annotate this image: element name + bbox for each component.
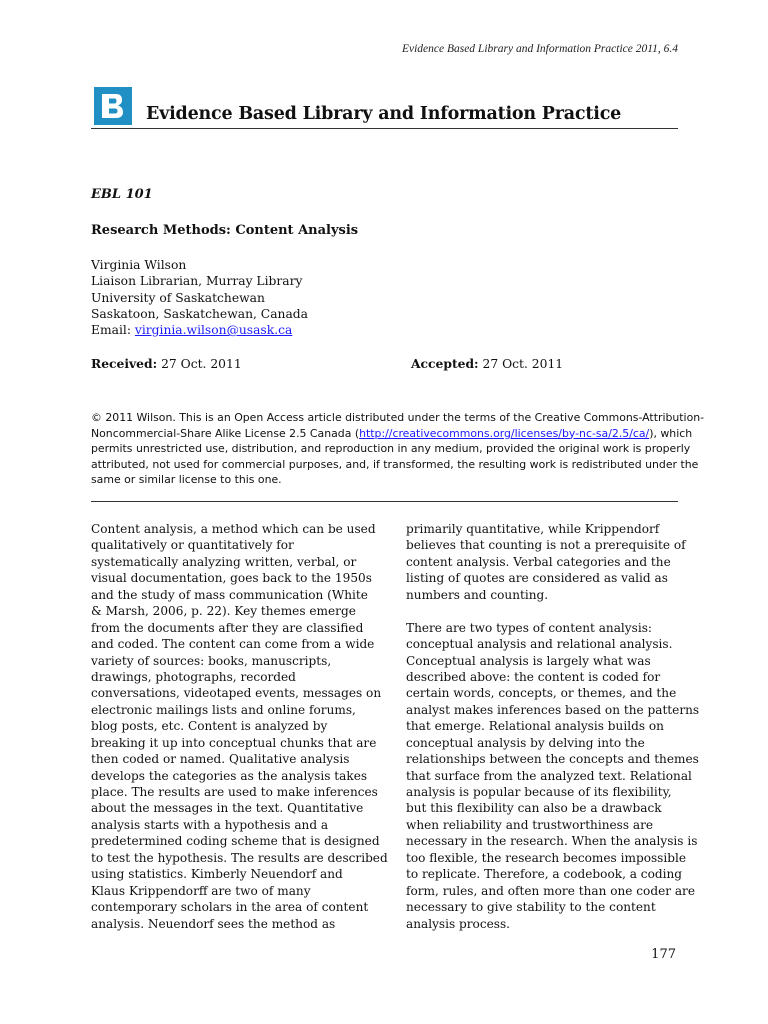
- body-line: and coded. The content can come from a wide: [91, 637, 375, 652]
- license-rule: [91, 501, 678, 502]
- body-line: There are two types of content analysis:: [406, 620, 652, 635]
- author-name: Virginia Wilson: [91, 258, 187, 272]
- journal-logo-icon: [94, 87, 132, 125]
- body-line: listing of quotes are considered as valid as: [406, 571, 668, 586]
- body-line: that surface from the analyzed text. Relational: [406, 768, 692, 783]
- body-line: then coded or named. Qualitative analysis: [91, 752, 350, 767]
- paragraph-gap: [406, 603, 691, 619]
- body-line: about the messages in the text. Quantitative: [91, 801, 364, 816]
- body-right-column: [406, 521, 700, 932]
- body-line: qualitatively or quantitatively for: [91, 538, 294, 553]
- license-line: permits unrestricted use, distribution, and reproduction in any medium, provided the original work is properly: [91, 442, 691, 455]
- article-series: EBL 101: [91, 187, 153, 202]
- accepted-value: 27 Oct. 2011: [482, 357, 564, 371]
- body-line: conversations, videotaped events, messages on: [91, 686, 382, 701]
- body-line: breaking it up into conceptual chunks that are: [91, 735, 377, 750]
- body-line: contemporary scholars in the area of content: [91, 900, 369, 915]
- article-title: Research Methods: Content Analysis: [91, 223, 359, 238]
- header-rule: [91, 128, 678, 129]
- body-left-column: [91, 521, 388, 932]
- body-line: described above: the content is coded for: [406, 669, 661, 684]
- running-header: Evidence Based Library and Information Practice 2011, 6.4: [401, 43, 678, 55]
- body-line: from the documents after they are classified: [91, 620, 364, 635]
- body-line: that emerge. Relational analysis builds on: [406, 719, 664, 734]
- email-label: Email:: [91, 323, 135, 338]
- body-line: analysis is popular because of its flexibility,: [406, 785, 672, 799]
- received-label: Received:: [91, 356, 158, 371]
- body-line: form, rules, and often more than one coder are: [406, 883, 695, 898]
- license-statement: [91, 410, 705, 488]
- body-line: analysis. Neuendorf sees the method as: [91, 916, 336, 931]
- email-link[interactable]: virginia.wilson@usask.ca: [134, 323, 293, 338]
- body-line: analyst makes inferences based on the patterns: [406, 702, 700, 717]
- page-number: 177: [651, 947, 676, 962]
- license-line: [91, 426, 693, 442]
- body-line: primarily quantitative, while Krippendorf: [406, 522, 660, 536]
- body-line: blog posts, etc. Content is analyzed by: [91, 719, 328, 734]
- author-position: Liaison Librarian, Murray Library: [91, 274, 303, 289]
- accepted-label: Accepted:: [411, 356, 479, 371]
- author-email-line: [91, 322, 308, 338]
- body-line: analysis process.: [406, 916, 511, 931]
- body-line: systematically analyzing written, verbal, or: [91, 554, 357, 569]
- body-line: believes that counting is not a prerequisite of: [406, 538, 686, 553]
- body-line: too flexible, the research becomes impossible: [406, 850, 687, 865]
- body-line: to test the hypothesis. The results are described: [91, 850, 388, 865]
- accepted-date: [411, 356, 563, 371]
- body-line: electronic mailings lists and online forums,: [91, 702, 356, 717]
- logo-glyph-icon: [100, 92, 126, 120]
- body-line: & Marsh, 2006, p. 22). Key themes emerge: [91, 604, 356, 619]
- license-line: © 2011 Wilson. This is an Open Access article distributed under the terms of the Creative Commons‐Attribution‐: [91, 411, 705, 424]
- body-line: conceptual analysis by delving into the: [406, 735, 645, 750]
- body-line: certain words, concepts, or themes, and the: [406, 686, 677, 701]
- body-line: drawings, photographs, recorded: [91, 669, 296, 684]
- license-text: Noncommercial‐Share Alike License 2.5 Canada (: [91, 426, 360, 440]
- body-line: Klaus Krippendorff are two of many: [91, 883, 311, 898]
- author-block: [91, 257, 308, 338]
- body-line: develops the categories as the analysis takes: [91, 768, 368, 783]
- body-line: variety of sources: books, manuscripts,: [91, 653, 332, 668]
- body-line: Content analysis, a method which can be used: [91, 522, 376, 536]
- body-line: visual documentation, goes back to the 1950s: [91, 571, 372, 586]
- body-line: conceptual analysis and relational analysis.: [406, 637, 673, 652]
- body-line: content analysis. Verbal categories and the: [406, 554, 671, 569]
- author-location: Saskatoon, Saskatchewan, Canada: [91, 306, 308, 321]
- body-line: necessary in the research. When the analysis is: [406, 834, 698, 849]
- body-line: analysis starts with a hypothesis and a: [91, 817, 329, 832]
- received-date: [91, 356, 242, 371]
- body-line: predetermined coding scheme that is designed: [91, 834, 380, 849]
- license-url-link[interactable]: http://creativecommons.org/licenses/by-nc-sa/2.5/ca/: [359, 426, 650, 440]
- body-line: necessary to give stability to the content: [406, 900, 656, 915]
- body-line: using statistics. Kimberly Neuendorf and: [91, 867, 343, 882]
- received-value: 27 Oct. 2011: [161, 357, 242, 371]
- body-line: numbers and counting.: [406, 587, 549, 602]
- license-line: same or similar license to this one.: [91, 473, 282, 486]
- author-institution: University of Saskatchewan: [91, 290, 265, 305]
- body-line: and the study of mass communication (White: [91, 587, 368, 602]
- body-line: place. The results are used to make inferences: [91, 785, 378, 799]
- license-line: attributed, not used for commercial purposes, and, if transformed, the resulting work is redistributed under the: [91, 457, 699, 471]
- body-line: Conceptual analysis is largely what was: [406, 653, 651, 668]
- body-line: but this flexibility can also be a drawback: [406, 801, 662, 816]
- body-line: to replicate. Therefore, a codebook, a coding: [406, 867, 683, 882]
- journal-title: Evidence Based Library and Information Practice: [146, 104, 622, 124]
- body-line: relationships between the concepts and themes: [406, 752, 699, 767]
- body-line: when reliability and trustworthiness are: [406, 817, 654, 832]
- license-text: ), which: [649, 426, 693, 440]
